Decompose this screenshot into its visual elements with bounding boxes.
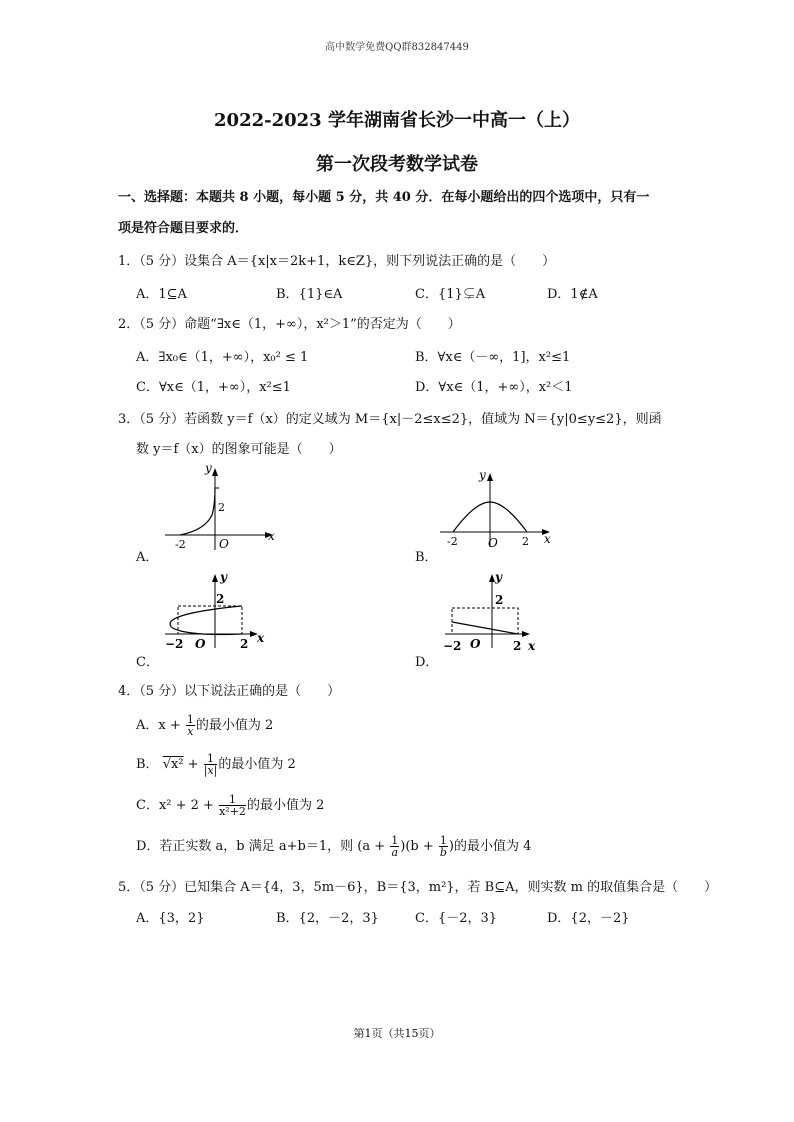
q3-option-b: B． bbox=[415, 550, 438, 565]
q4a-post: 的最小值为 2 bbox=[195, 718, 274, 733]
graph-b bbox=[435, 465, 560, 555]
graph-b-x-label: x bbox=[544, 532, 551, 546]
q4a-pre: A．x + bbox=[136, 718, 181, 733]
q4b-pre: B． bbox=[136, 757, 159, 772]
graph-b-y-label: y bbox=[479, 468, 486, 482]
q4b-sqrt: √x² bbox=[162, 757, 184, 772]
graph-d-origin: O bbox=[470, 637, 481, 651]
q4b-fraction bbox=[204, 753, 218, 776]
graph-a-tick-2: 2 bbox=[218, 501, 225, 514]
q1-option-a: A．1⊆A bbox=[136, 287, 187, 302]
graph-c-x-label: x bbox=[257, 631, 265, 645]
q1-option-d: D．1∉A bbox=[547, 287, 598, 302]
exam-title-line2: 第一次段考数学试卷 bbox=[316, 154, 478, 175]
graph-a bbox=[160, 460, 285, 555]
graph-d-y-label: y bbox=[495, 570, 502, 584]
q4-option-a bbox=[136, 714, 273, 737]
q4c-post: 的最小值为 2 bbox=[246, 798, 325, 813]
page-footer: 第1页（共15页） bbox=[353, 1027, 441, 1040]
graph-d-tick-2: 2 bbox=[495, 593, 504, 607]
q3-option-d: D． bbox=[415, 655, 439, 670]
question-3-stem: 3．（5 分）若函数 y＝f（x）的定义域为 M＝{x|－2≤x≤2}，值域为 N＝{y|0≤y≤2}，则函 bbox=[118, 412, 662, 427]
q4b-den: |x| bbox=[203, 764, 218, 777]
q5-option-c: C．{－2，3} bbox=[415, 911, 498, 926]
graph-c bbox=[160, 566, 275, 656]
q4d-frac-a-den: a bbox=[391, 846, 399, 859]
graph-c-tick-m2: −2 bbox=[165, 637, 184, 651]
q4a-num: 1 bbox=[186, 713, 194, 726]
question-3-stem-cont: 数 y＝f（x）的图象可能是（ ） bbox=[136, 442, 342, 457]
q4a-den: x bbox=[187, 725, 194, 738]
section-heading: 一、选择题：本题共 8 小题，每小题 5 分，共 40 分．在每小题给出的四个选项中，只有一 bbox=[118, 190, 650, 205]
q4d-frac-a-num: 1 bbox=[391, 834, 399, 847]
q4d-frac-a bbox=[390, 835, 399, 858]
q4d-pre: D．若正实数 a，b 满足 a+b＝1，则 bbox=[136, 839, 354, 854]
q2-option-c: C．∀x∈（1，+∞），x²≤1 bbox=[136, 380, 291, 395]
page-header: 高中数学免费QQ群832847449 bbox=[325, 42, 469, 53]
q4c-den: x²+2 bbox=[219, 805, 246, 818]
graph-b-tick-2: 2 bbox=[522, 535, 529, 548]
graph-c-y-label: y bbox=[220, 570, 227, 584]
q4c-num: 1 bbox=[219, 794, 246, 806]
graph-a-origin: O bbox=[219, 537, 229, 551]
q2-option-d: D．∀x∈（1，+∞），x²＜1 bbox=[415, 380, 573, 395]
graph-a-y-label: y bbox=[205, 461, 212, 475]
q4-option-b bbox=[136, 753, 296, 776]
q4d-part1: (a + bbox=[357, 839, 386, 854]
graph-b-tick-m2: -2 bbox=[447, 535, 458, 548]
q5-option-d: D．{2，－2} bbox=[547, 911, 630, 926]
section-heading-cont: 项是符合题目要求的． bbox=[118, 221, 249, 236]
graph-c-tick-2: 2 bbox=[216, 592, 225, 606]
q5-option-b: B．{2，－2，3} bbox=[276, 911, 379, 926]
q4c-pre: C．x² + 2 + bbox=[136, 798, 214, 813]
question-4-stem: 4．（5 分）以下说法正确的是（ ） bbox=[118, 684, 341, 699]
question-2-stem: 2．（5 分）命题“∃x∈（1，+∞），x²＞1”的否定为（ ） bbox=[118, 317, 461, 332]
q4c-fraction bbox=[219, 794, 246, 817]
graph-a-tick-m2: -2 bbox=[175, 538, 186, 551]
q4b-plus: + bbox=[187, 757, 199, 772]
q4d-frac-b-den: b bbox=[439, 846, 447, 859]
question-1-stem: 1．（5 分）设集合 A＝{x|x＝2k+1，k∈Z}，则下列说法正确的是（ ） bbox=[118, 254, 556, 269]
graph-d-tick-m2: −2 bbox=[443, 639, 462, 653]
q3-option-c: C． bbox=[136, 655, 159, 670]
graph-b-origin: O bbox=[488, 536, 498, 550]
q1-option-c: C．{1}⊊A bbox=[415, 287, 486, 302]
q4d-part3: ) bbox=[448, 839, 454, 854]
q4-option-c bbox=[136, 794, 324, 817]
q4b-num: 1 bbox=[204, 753, 218, 765]
q4d-frac-b bbox=[439, 835, 448, 858]
graph-a-x-label: x bbox=[268, 529, 275, 543]
q1-option-b: B．{1}∈A bbox=[276, 287, 343, 302]
q5-option-a: A．{3，2} bbox=[136, 911, 205, 926]
q3-option-a: A． bbox=[136, 550, 159, 565]
graph-d-x-label: x bbox=[528, 639, 536, 653]
q2-option-b: B．∀x∈（－∞，1]，x²≤1 bbox=[415, 350, 571, 365]
q2-option-a: A．∃x₀∈（1，+∞），x₀² ≤ 1 bbox=[136, 350, 309, 365]
graph-c-origin: O bbox=[195, 637, 206, 651]
question-5-stem: 5．（5 分）已知集合 A＝{4，3，5m－6}，B＝{3，m²}，若 B⊆A，则实数 m 的取值集合是（ ） bbox=[118, 880, 718, 895]
q4d-part2: )(b + bbox=[400, 839, 434, 854]
graph-d bbox=[440, 566, 560, 656]
q4d-frac-b-num: 1 bbox=[439, 834, 447, 847]
q4b-post: 的最小值为 2 bbox=[218, 757, 296, 772]
graph-d-tick-2b: 2 bbox=[513, 639, 522, 653]
exam-title-line1: 2022-2023 学年湖南省长沙一中高一（上） bbox=[214, 110, 580, 131]
q4a-fraction bbox=[186, 714, 195, 737]
q4-option-d bbox=[136, 835, 531, 858]
graph-c-tick-2b: 2 bbox=[240, 637, 249, 651]
q4d-post: 的最小值为 4 bbox=[454, 839, 532, 854]
